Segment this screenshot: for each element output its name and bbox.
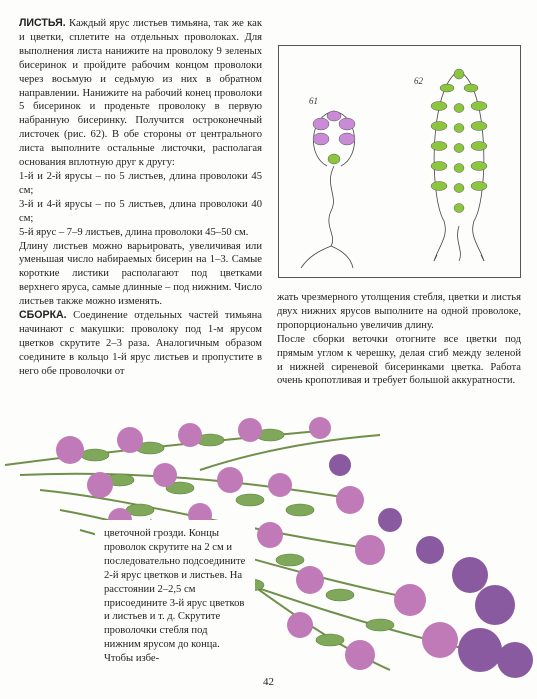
leaves-paragraph (19, 17, 262, 170)
leaves-heading: ЛИСТЬЯ. (19, 17, 66, 29)
assembly-text: Соединение отдельных частей тимьяна начинают с макушки: проволоку под 1-м ярусом цветков скрутите 2–3 раза. Аналогичным образом соедините в кольцо 1-й ярус листьев и пропустите в него обе проволочки от (19, 310, 262, 377)
leaf-scheme-svg (279, 46, 520, 277)
beaded-thyme-photo (0, 410, 537, 699)
leaves-text: Каждый ярус листьев тимьяна, так же как и цветки, сплетите на отдельных проволоках. Для выполнения листа нанижите на проволоку 9 зеленых бисеринок и пройдите рабочим концом проволоки через восьмую и седьмую из них в обратном направлении. Нанижите на рабочий конец проволоки 5 бисеринок и проденьте проволоку в первую набранную бисеринку. Получится остроконечный листочек (рис. 62). В обе стороны от центрального листа выполните остальные листочки, располагая основания вплотную друг к другу: (19, 18, 262, 169)
bottom-paragraph: цветочной грозди. Концы проволок скрутите на 2 см и последовательно подсоедините 2-й ярус цветков и листьев. На расстоянии 2–2,5 см присоедините 3-й ярус цветков и листьев и т. д. Скрутите проволочки стебля под нижним ярусом до конца. Чтобы избе- (104, 528, 246, 665)
right-paragraph-2: После сборки веточки отогните все цветки под прямым углом к черешку, делая сгиб между зеленой и нижней сиреневой бисеринками цветка. Работа очень кропотливая и требует большой аккуратности. (277, 333, 521, 387)
assembly-heading: СБОРКА. (19, 309, 67, 322)
bottom-text-block (104, 527, 246, 666)
tier-5-line: 5-й ярус – 7–9 листьев, длина проволоки 45–50 см. (19, 226, 249, 238)
left-text-column (19, 17, 262, 379)
right-paragraph-1: жать чрезмерного утолщения стебля, цветки и листья двух нижних ярусов выполните на одной проволоке, пропорционально увеличив длину. (277, 292, 521, 331)
assembly-paragraph (19, 309, 262, 379)
tier-3-4-line: 3-й и 4-й ярусы – по 5 листьев, длина проволоки 40 см; (19, 198, 262, 224)
figure-62-diagram (431, 69, 487, 261)
beading-diagram-figure (278, 45, 521, 278)
length-paragraph: Длину листьев можно варьировать, увеличивая или уменьшая число набираемых бисерин на 1–3. Самые короткие листики располагают под цветками верхнего яруса, самые длинные – под нижним. Число листьев также можно изменять. (19, 240, 262, 308)
figure-61-diagram (301, 111, 355, 268)
figure-61-label: 61 (309, 96, 318, 106)
figure-62-label: 62 (414, 76, 423, 86)
right-text-column (277, 291, 521, 388)
tier-1-2-line: 1-й и 2-й ярусы – по 5 листьев, длина проволоки 45 см; (19, 170, 262, 196)
page-number: 42 (263, 676, 274, 688)
